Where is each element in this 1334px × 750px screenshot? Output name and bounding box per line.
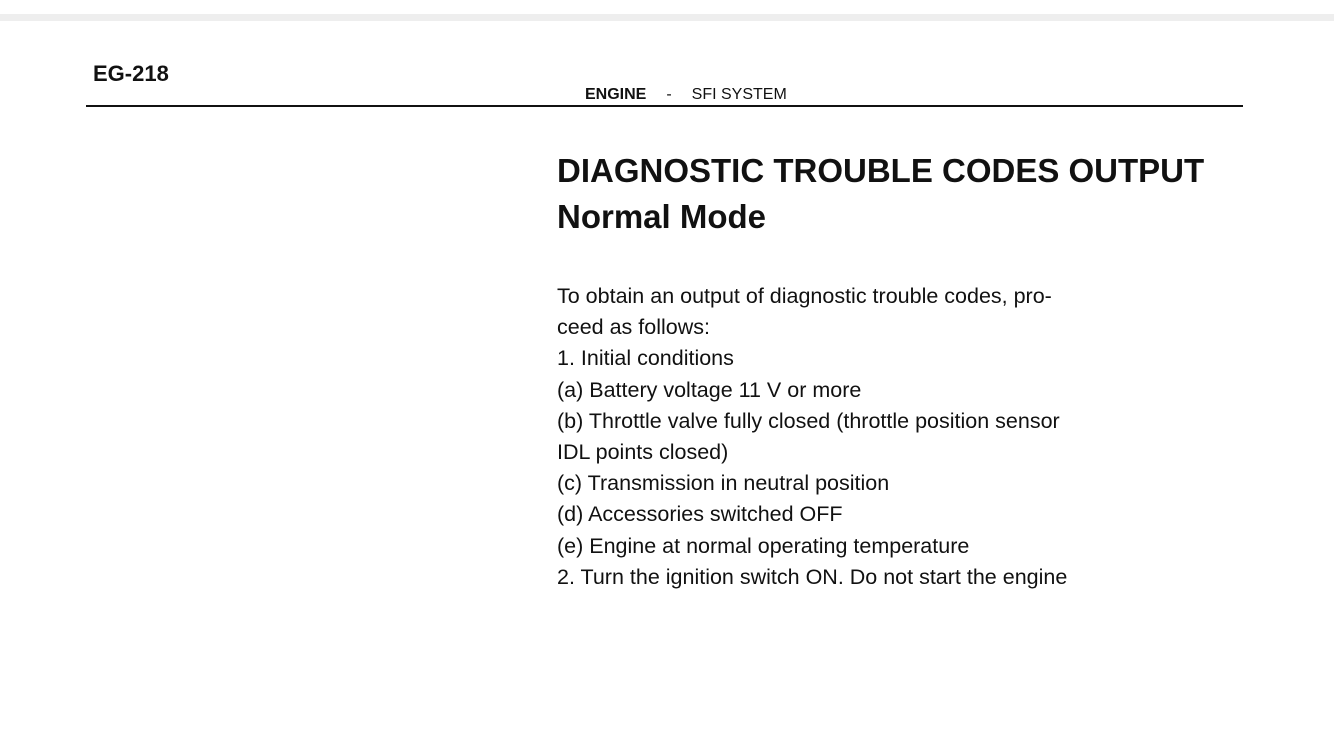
procedure-line: (c) Transmission in neutral position [557, 471, 890, 496]
header-separator: - [666, 86, 672, 103]
procedure-line: IDL points closed) [557, 440, 729, 465]
page-title [557, 148, 1204, 240]
procedure-line: (b) Throttle valve fully closed (throttle position sensor [557, 408, 1060, 433]
procedure-text [557, 281, 1157, 593]
top-edge-strip [0, 14, 1334, 21]
header-section: ENGINE [585, 86, 647, 103]
procedure-line: (a) Battery voltage 11 V or more [557, 377, 862, 402]
running-header [585, 86, 787, 104]
procedure-line: To obtain an output of diagnostic trouble codes, pro- [557, 284, 1052, 308]
page-number: EG-218 [93, 61, 169, 86]
procedure-line: 2. Turn the ignition switch ON. Do not start the engine [557, 564, 1068, 589]
procedure-line: 1. Initial conditions [557, 346, 734, 371]
procedure-line: (e) Engine at normal operating temperature [557, 533, 970, 558]
procedure-line: ceed as follows: [557, 315, 710, 340]
header-subsection: SFI SYSTEM [691, 86, 787, 103]
title-line-1: DIAGNOSTIC TROUBLE CODES OUTPUT [557, 152, 1205, 189]
header-rule [86, 105, 1243, 107]
procedure-line: (d) Accessories switched OFF [557, 502, 843, 527]
title-line-2: Normal Mode [557, 198, 767, 235]
